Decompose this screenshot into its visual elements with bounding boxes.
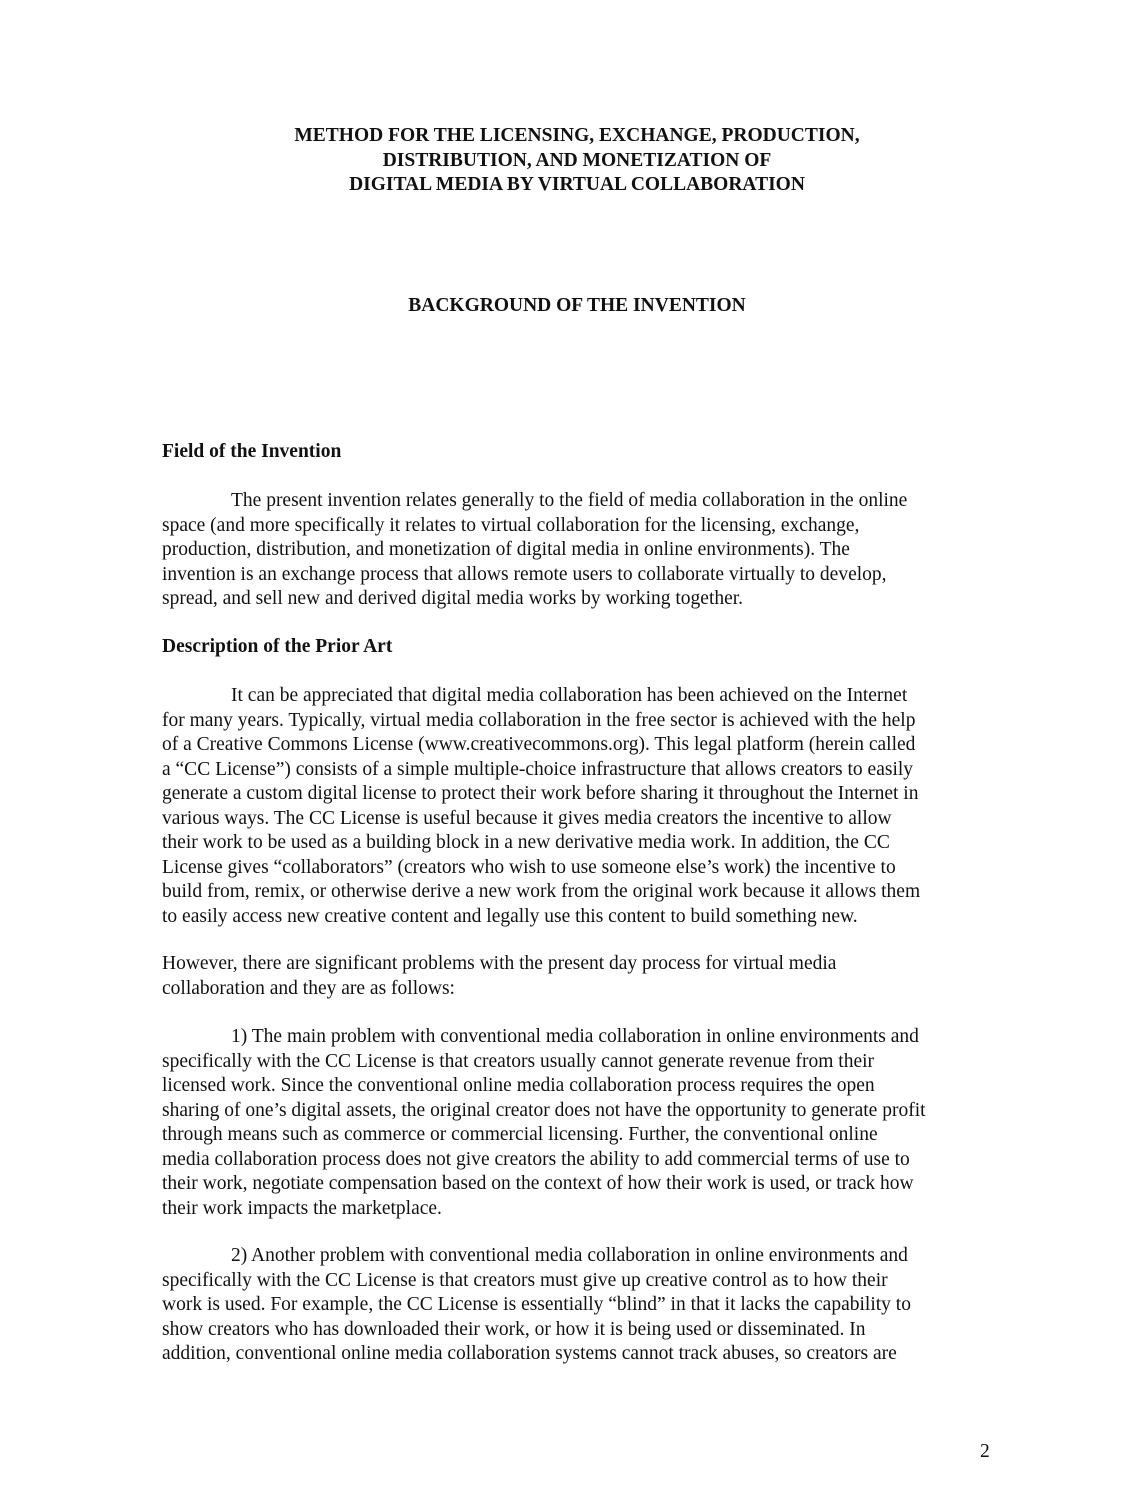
prior-art-paragraph-3 xyxy=(162,1025,1002,1221)
paragraph-line: their work, negotiate compensation based on the context of how their work is used, or track how xyxy=(162,1173,914,1194)
prior-art-heading: Description of the Prior Art xyxy=(162,636,393,657)
prior-art-paragraph-1 xyxy=(162,684,1002,929)
title-line: DIGITAL MEDIA BY VIRTUAL COLLABORATION xyxy=(349,174,805,195)
paragraph-line: production, distribution, and monetization of digital media in online environments). The xyxy=(162,539,850,560)
paragraph-line: invention is an exchange process that allows remote users to collaborate virtually to develop, xyxy=(162,563,887,585)
paragraph-line: through means such as commerce or commercial licensing. Further, the conventional online xyxy=(162,1124,878,1145)
paragraph-line: It can be appreciated that digital media collaboration has been achieved on the Internet xyxy=(231,685,908,706)
title-line: DISTRIBUTION, AND MONETIZATION OF xyxy=(382,149,772,171)
paragraph-line: of a Creative Commons License (www.creativecommons.org). This legal platform (herein called xyxy=(162,734,916,755)
paragraph-line: their work impacts the marketplace. xyxy=(162,1197,442,1219)
paragraph-line: spread, and sell new and derived digital media works by working together. xyxy=(162,588,744,609)
paragraph-line: 1) The main problem with conventional media collaboration in online environments and xyxy=(231,1026,919,1047)
paragraph-line: to easily access new creative content and legally use this content to build something new. xyxy=(162,905,858,927)
field-heading: Field of the Invention xyxy=(162,441,342,462)
paragraph-line: work is used. For example, the CC License is essentially “blind” in that it lacks the capability to xyxy=(162,1294,911,1315)
paragraph-line: The present invention relates generally to the field of media collaboration in the online xyxy=(231,490,908,511)
paragraph-line: media collaboration process does not give creators the ability to add commercial terms of use to xyxy=(162,1148,910,1170)
page-number: 2 xyxy=(980,1441,990,1462)
paragraph-line: specifically with the CC License is that creators usually cannot generate revenue from their xyxy=(162,1050,875,1072)
paragraph-line: specifically with the CC License is that creators must give up creative control as to how their xyxy=(162,1269,888,1291)
background-heading: BACKGROUND OF THE INVENTION xyxy=(408,295,746,316)
paragraph-line: License gives “collaborators” (creators who wish to use someone else’s work) the incentive to xyxy=(162,856,896,878)
paragraph-line: their work to be used as a building block in a new derivative media work. In addition, the CC xyxy=(162,832,890,853)
prior-art-paragraph-4 xyxy=(162,1244,1002,1367)
document-title xyxy=(0,124,1148,198)
paragraph-line: generate a custom digital license to protect their work before sharing it throughout the Internet in xyxy=(162,783,919,804)
field-paragraph xyxy=(162,489,1002,612)
paragraph-line: show creators who has downloaded their work, or how it is being used or disseminated. In xyxy=(162,1318,866,1340)
paragraph-line: addition, conventional online media collaboration systems cannot track abuses, so creators are xyxy=(162,1343,897,1364)
paragraph-line: for many years. Typically, virtual media collaboration in the free sector is achieved with the help xyxy=(162,709,916,731)
paragraph-line: space (and more specifically it relates to virtual collaboration for the licensing, exchange, xyxy=(162,514,860,536)
paragraph-line: sharing of one’s digital assets, the original creator does not have the opportunity to generate profit xyxy=(162,1099,926,1121)
paragraph-line: licensed work. Since the conventional online media collaboration process requires the open xyxy=(162,1075,875,1096)
paragraph-line: build from, remix, or otherwise derive a new work from the original work because it allows them xyxy=(162,881,921,902)
title-line: METHOD FOR THE LICENSING, EXCHANGE, PRODUCTION, xyxy=(294,125,860,146)
paragraph-line: various ways. The CC License is useful because it gives media creators the incentive to allow xyxy=(162,807,892,829)
paragraph-line: 2) Another problem with conventional media collaboration in online environments and xyxy=(231,1245,908,1266)
prior-art-paragraph-2 xyxy=(162,952,1002,1001)
paragraph-line: However, there are significant problems with the present day process for virtual media xyxy=(162,953,837,974)
paragraph-line: a “CC License”) consists of a simple multiple-choice infrastructure that allows creators to easily xyxy=(162,758,914,780)
paragraph-line: collaboration and they are as follows: xyxy=(162,977,455,999)
